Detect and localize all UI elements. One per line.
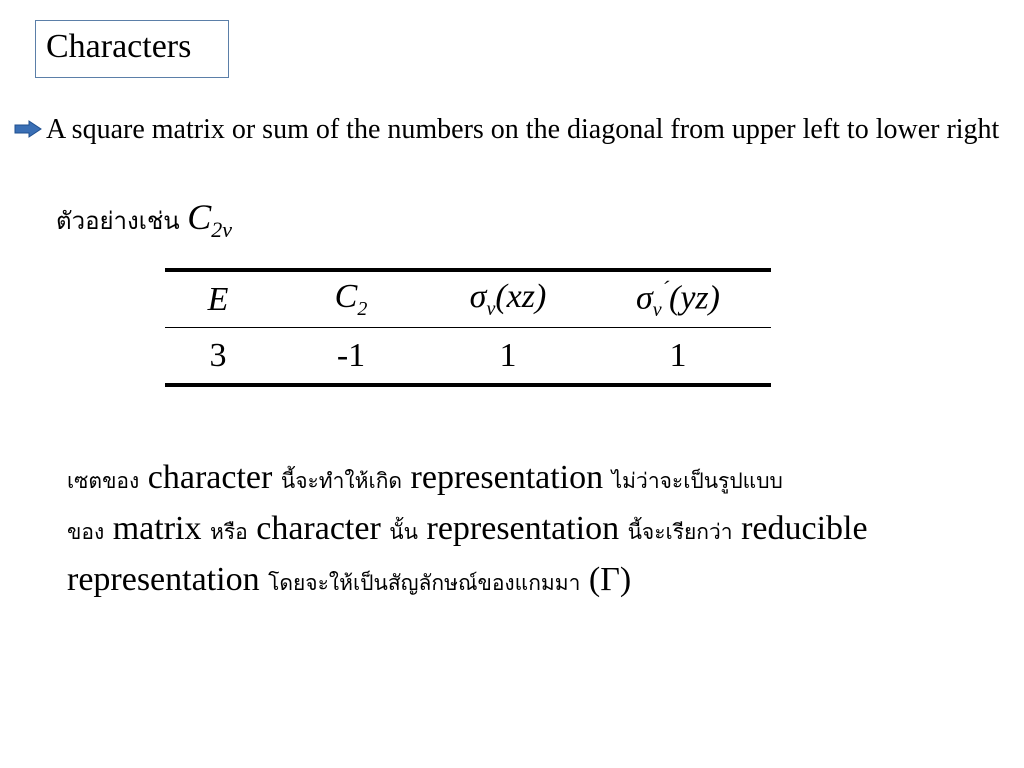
- table-header-row: [165, 272, 771, 327]
- point-group-symbol: $C_{2v}$: [187, 197, 233, 243]
- example-line: [56, 196, 232, 243]
- table-bottom-rule: [165, 383, 771, 387]
- right-arrow-icon: [14, 120, 42, 138]
- value-sigma-v-prime-yz: 1: [669, 336, 687, 374]
- value-c2: -1: [336, 336, 366, 374]
- value-e: 3: [209, 336, 227, 374]
- header-sigma-v-xz: $\sigma_v(xz)$: [469, 278, 547, 320]
- character-table: [165, 268, 771, 387]
- header-c2: $C_2$: [334, 278, 368, 320]
- value-sigma-v-xz: 1: [499, 336, 517, 374]
- header-sigma-v-prime-yz: $\sigma_v^´(yz)$: [636, 276, 720, 322]
- slide-title: Characters: [35, 20, 229, 78]
- header-e: E: [207, 280, 229, 318]
- example-label: ตัวอย่างเช่น: [56, 207, 180, 235]
- table-value-row: [165, 328, 771, 383]
- explanation-paragraph: เซตของ character นี้จะทำให้เกิด representation ไม่ว่าจะเป็นรูปแบบ ของ matrix หรือ character นั้น representation นี้จะเรียกว่า reducible representation โดยจะให้เป็นสัญลักษณ์ของแกมมา (Γ): [67, 459, 868, 598]
- bullet-text: A square matrix or sum of the numbers on the diagonal from upper left to lower right: [46, 114, 1000, 145]
